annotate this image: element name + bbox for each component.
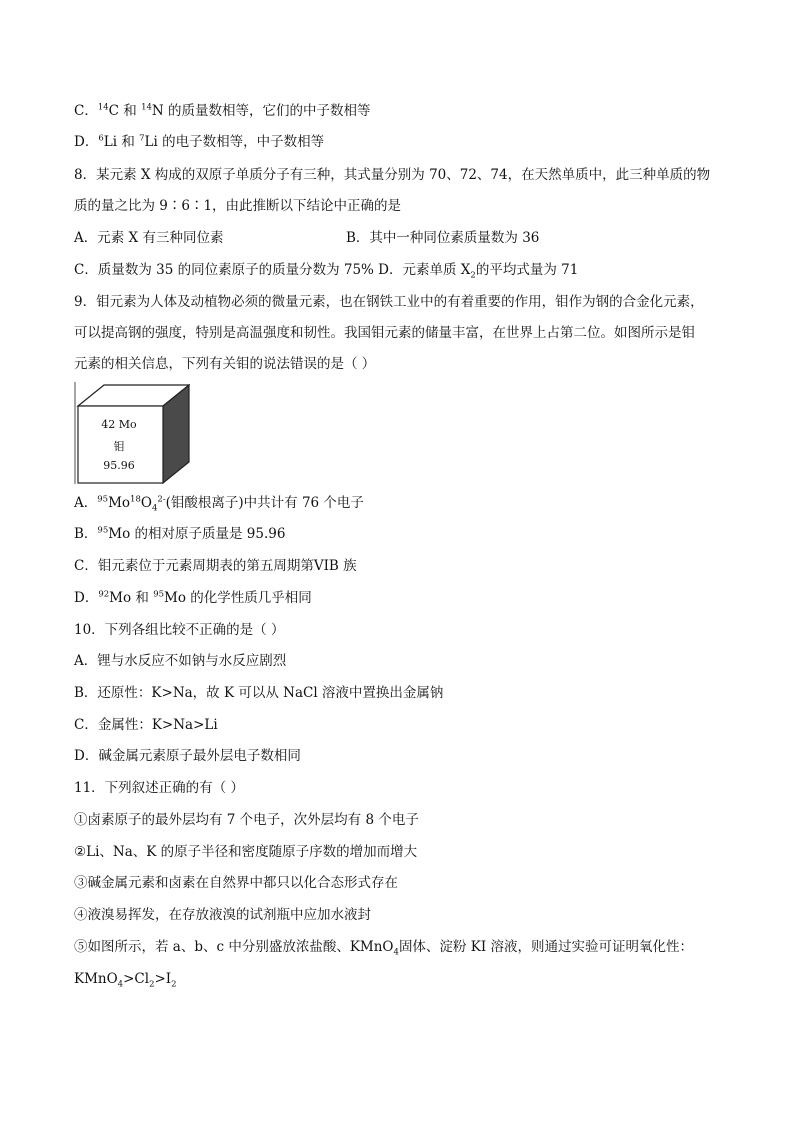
q11-item-2: ②Li、Na、K 的原子半径和密度随原子序数的增加而增大 bbox=[74, 844, 418, 860]
element-mass-label: 95.96 bbox=[103, 459, 135, 472]
q8-text-line1: 8．某元素 X 构成的双原子单质分子有三种，其式量分别为 70、72、74，在天然单质中，此三种单质的物 bbox=[74, 167, 711, 183]
q8-option-b: B．其中一种同位素质量数为 36 bbox=[346, 230, 540, 246]
q11-item-4: ④液溴易挥发，在存放液溴的试剂瓶中应加水液封 bbox=[74, 907, 371, 923]
q9-option-c: C．钼元素位于元素周期表的第五周期第VIB 族 bbox=[74, 558, 357, 574]
q9-option-b: B．$^{95}$Mo 的相对原子质量是 95.96 bbox=[74, 525, 286, 542]
q7-option-d: D．$^6$Li 和 $^7$Li 的电子数相等，中子数相等 bbox=[74, 133, 325, 150]
q10-option-c: C．金属性：K>Na>Li bbox=[74, 717, 218, 733]
element-card-figure bbox=[74, 382, 190, 484]
q11-question: 11．下列叙述正确的有（ ） bbox=[74, 780, 244, 796]
q11-item-3: ③碱金属元素和卤素在自然界中都只以化合态形式存在 bbox=[74, 875, 398, 891]
q9-option-a: A．$^{95}Mo^{18}O_4^{2-}$(钼酸根离子)中共计有 76 个电子 bbox=[74, 494, 364, 514]
q10-option-b: B．还原性：K>Na，故 K 可以从 NaCl 溶液中置换出金属钠 bbox=[74, 685, 444, 701]
element-symbol-label: 42 Mo bbox=[101, 418, 137, 431]
q11-item-1: ①卤素原子的最外层均有 7 个电子，次外层均有 8 个电子 bbox=[74, 812, 419, 828]
q8-option-a: A．元素 X 有三种同位素 bbox=[74, 230, 224, 246]
q10-option-d: D．碱金属元素原子最外层电子数相同 bbox=[74, 748, 301, 764]
q9-text-line2: 可以提高钢的强度，特别是高温强度和韧性。我国钼元素的储量丰富，在世界上占第二位。如图所示是钼 bbox=[74, 325, 695, 341]
q8-text-line2: 质的量之比为 9∶6∶1，由此推断以下结论中正确的是 bbox=[74, 198, 402, 214]
q10-question: 10．下列各组比较不正确的是（ ） bbox=[74, 622, 285, 638]
q9-option-d: D．$^{92}$Mo 和 $^{95}$Mo 的化学性质几乎相同 bbox=[74, 589, 312, 606]
q9-text-line3: 元素的相关信息，下列有关钼的说法错误的是（ ） bbox=[74, 356, 376, 372]
q10-option-a: A．锂与水反应不如钠与水反应剧烈 bbox=[74, 653, 287, 669]
q11-item-5: ⑤如图所示，若 a、b、c 中分别盛放浓盐酸、KMnO$_4$固体、淀粉 KI 溶液，则通过实验可证明氧化性： bbox=[74, 939, 693, 958]
q9-text-line1: 9．钼元素为人体及动植物必须的微量元素，也在钢铁工业中的有着重要的作用，钼作为钢的合金化元素， bbox=[74, 294, 704, 310]
q7-option-c: C．$^{14}$C 和 $^{14}$N 的质量数相等，它们的中子数相等 bbox=[74, 102, 371, 119]
q8-options-cd: C．质量数为 35 的同位素原子的质量分数为 75% D．元素单质 $X_2$的平均式量为 71 bbox=[74, 262, 579, 281]
element-name-label: 钼 bbox=[113, 440, 125, 453]
q11-item-5-formula: $KMnO_4>Cl_2>I_2$ bbox=[74, 971, 177, 990]
q8-options-ab bbox=[74, 229, 714, 247]
